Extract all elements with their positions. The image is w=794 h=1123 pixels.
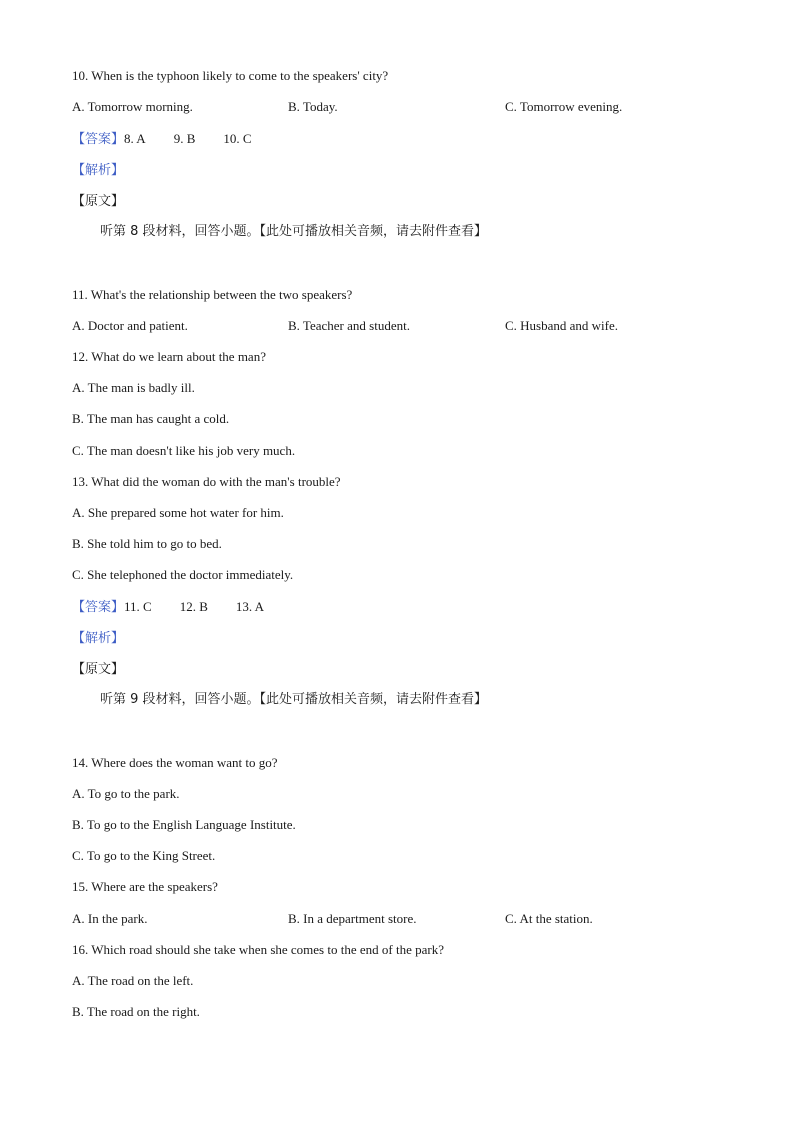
option-b: B. She told him to go to bed.: [72, 536, 222, 551]
question-15: 15. Where are the speakers?: [72, 879, 218, 894]
option-a: A. The man is badly ill.: [72, 380, 195, 395]
option-a: A. In the park.: [72, 911, 148, 926]
option-b: B. Today.: [288, 99, 338, 114]
option-a: A. To go to the park.: [72, 786, 180, 801]
question-11-options: [72, 318, 732, 334]
answer-item: 8. A: [124, 131, 146, 146]
option-b: B. The road on the right.: [72, 1004, 200, 1019]
question-12: 12. What do we learn about the man?: [72, 349, 266, 364]
question-16: 16. Which road should she take when she comes to the end of the park?: [72, 942, 444, 957]
answer-tag: 【答案】: [72, 599, 125, 614]
option-a: A. Doctor and patient.: [72, 318, 188, 333]
listen-instruction-8: 听第 8 段材料，回答小题。【此处可播放相关音频，请去附件查看】: [100, 224, 488, 239]
source-tag-2: 【原文】: [72, 661, 125, 676]
answer-item: 10. C: [223, 131, 252, 146]
analysis-tag-2: 【解析】: [72, 630, 125, 645]
question-11: 11. What's the relationship between the two speakers?: [72, 287, 353, 302]
option-b: B. In a department store.: [288, 911, 417, 926]
answer-block-2: [72, 599, 264, 615]
source-tag-1: 【原文】: [72, 193, 125, 208]
option-a: A. She prepared some hot water for him.: [72, 505, 284, 520]
option-b: B. Teacher and student.: [288, 318, 410, 333]
answer-item: 9. B: [173, 131, 196, 146]
question-10: 10. When is the typhoon likely to come to the speakers' city?: [72, 68, 389, 83]
answer-block-1: [72, 131, 252, 147]
question-10-options: [72, 99, 732, 115]
option-c: C. The man doesn't like his job very much.: [72, 443, 296, 458]
option-a: A. Tomorrow morning.: [72, 99, 193, 114]
question-14: 14. Where does the woman want to go?: [72, 755, 278, 770]
answer-item: 11. C: [124, 599, 152, 614]
answer-tag: 【答案】: [72, 131, 125, 146]
analysis-tag-1: 【解析】: [72, 162, 125, 177]
question-15-options: [72, 911, 732, 927]
answer-item: 12. B: [179, 599, 208, 614]
answer-item: 13. A: [235, 599, 265, 614]
option-b: B. To go to the English Language Institute.: [72, 817, 296, 832]
option-c: C. Husband and wife.: [505, 318, 619, 333]
option-c: C. At the station.: [505, 911, 593, 926]
option-b: B. The man has caught a cold.: [72, 411, 230, 426]
option-c: C. To go to the King Street.: [72, 848, 216, 863]
option-a: A. The road on the left.: [72, 973, 194, 988]
option-c: C. Tomorrow evening.: [505, 99, 623, 114]
question-13: 13. What did the woman do with the man's trouble?: [72, 474, 341, 489]
option-c: C. She telephoned the doctor immediately.: [72, 567, 294, 582]
listen-instruction-9: 听第 9 段材料，回答小题。【此处可播放相关音频，请去附件查看】: [100, 692, 488, 707]
